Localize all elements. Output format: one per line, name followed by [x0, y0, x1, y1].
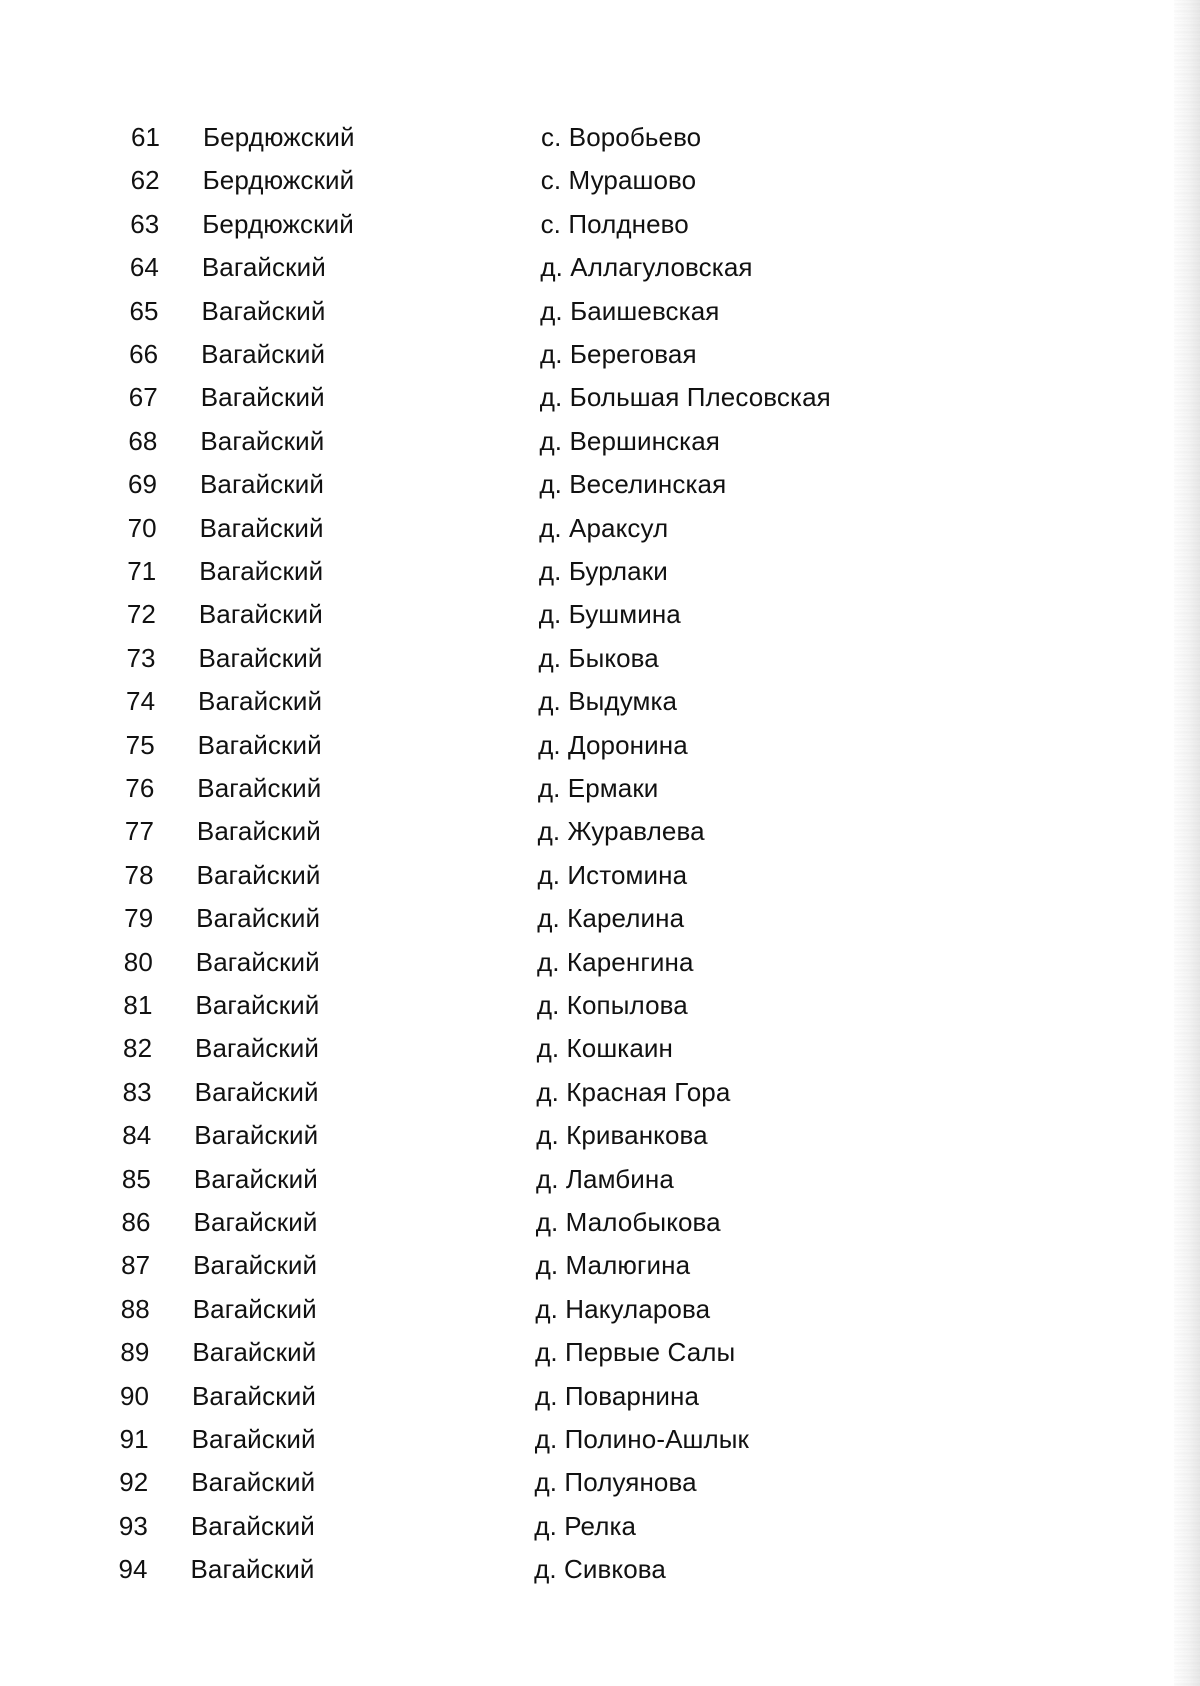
settlement-name: д. Накуларова: [535, 1293, 711, 1324]
settlement-name: д. Кошкаин: [536, 1033, 673, 1064]
district-name: Вагайский: [200, 425, 325, 456]
district-name: Вагайский: [198, 599, 323, 630]
row-number: 93: [118, 1510, 148, 1541]
district-name: Вагайский: [199, 556, 324, 586]
district-name: Вагайский: [195, 990, 320, 1020]
settlement-name: д. Бушмина: [538, 599, 681, 630]
row-number: 90: [119, 1380, 150, 1411]
table-row: [0, 855, 1200, 895]
district-name: Вагайский: [195, 946, 320, 977]
settlement-name: д. Полуянова: [534, 1467, 697, 1498]
table-row: [0, 377, 1200, 417]
district-name: Вагайский: [194, 1120, 319, 1151]
settlement-name: д. Истомина: [537, 859, 688, 890]
table-row: [0, 1419, 1200, 1459]
settlement-name: д. Аллагуловская: [540, 252, 753, 283]
table-row: [0, 1202, 1200, 1242]
settlement-name: д. Большая Плесовская: [539, 382, 831, 413]
district-name: Бердюжский: [202, 208, 354, 239]
district-name: Вагайский: [200, 382, 325, 413]
district-name: Вагайский: [197, 729, 322, 760]
settlement-name: д. Малобыкова: [535, 1207, 721, 1237]
district-name: Бердюжский: [203, 122, 355, 152]
row-number: 92: [119, 1467, 149, 1498]
row-number: 78: [124, 859, 154, 890]
settlement-name: с. Полднево: [540, 208, 689, 239]
district-name: Вагайский: [199, 469, 324, 500]
table-row: [0, 1289, 1200, 1329]
district-name: Вагайский: [193, 1163, 318, 1194]
row-number: 77: [124, 816, 155, 847]
settlement-name: д. Полино-Ашлык: [534, 1424, 750, 1454]
row-number: 61: [131, 122, 161, 152]
row-number: 85: [121, 1163, 151, 1194]
table-row: [0, 334, 1200, 374]
district-name: Вагайский: [198, 642, 323, 673]
row-number: 89: [120, 1337, 150, 1368]
table-row: [0, 247, 1200, 287]
table-row: [0, 551, 1200, 591]
settlement-name: д. Араксул: [539, 512, 669, 543]
district-name: Вагайский: [191, 1380, 316, 1411]
table-row: [0, 594, 1200, 634]
district-name: Вагайский: [196, 859, 321, 890]
district-name: Вагайский: [196, 903, 321, 934]
row-number: 91: [119, 1424, 149, 1454]
table-row: [0, 1549, 1200, 1589]
settlement-name: д. Журавлева: [537, 816, 705, 847]
settlement-name: д. Сивкова: [534, 1554, 666, 1585]
row-number: 72: [126, 599, 156, 630]
district-name: Вагайский: [197, 773, 322, 803]
row-number: 82: [123, 1033, 153, 1064]
table-row: [0, 508, 1200, 548]
settlement-name: д. Каренгина: [537, 946, 694, 977]
row-number: 84: [122, 1120, 152, 1151]
settlement-name: д. Доронина: [538, 729, 688, 760]
table-row: [0, 1376, 1200, 1416]
table-row: [0, 942, 1200, 982]
table-row: [0, 1115, 1200, 1155]
district-name: Вагайский: [193, 1250, 318, 1281]
table-row: [0, 768, 1200, 808]
row-number: 80: [123, 946, 153, 977]
settlement-name: д. Криванкова: [536, 1120, 708, 1151]
row-number: 67: [128, 382, 158, 413]
row-number: 68: [128, 425, 158, 456]
row-number: 65: [129, 295, 159, 326]
table-row: [0, 1245, 1200, 1285]
district-name: Вагайский: [190, 1554, 315, 1585]
row-number: 86: [121, 1207, 151, 1237]
district-name: Вагайский: [191, 1424, 316, 1454]
row-number: 88: [120, 1293, 150, 1324]
district-name: Вагайский: [199, 512, 324, 543]
district-name: Бердюжский: [202, 165, 355, 196]
table-row: [0, 725, 1200, 765]
table-row: [0, 421, 1200, 461]
settlement-name: д. Быкова: [538, 642, 659, 673]
table-row: [0, 1028, 1200, 1068]
row-number: 94: [118, 1554, 148, 1585]
district-name: Вагайский: [193, 1207, 318, 1237]
row-number: 74: [126, 686, 156, 717]
settlement-name: д. Поварнина: [534, 1380, 700, 1411]
table-row: [0, 117, 1200, 157]
table-row: [0, 1159, 1200, 1199]
row-number: 81: [123, 990, 153, 1020]
row-number: 83: [122, 1076, 152, 1107]
district-name: Вагайский: [201, 295, 326, 326]
district-name: Вагайский: [190, 1510, 315, 1541]
settlement-name: д. Баишевская: [540, 295, 720, 326]
row-number: 70: [127, 512, 157, 543]
row-number: 76: [125, 773, 155, 803]
settlement-name: д. Береговая: [539, 339, 697, 369]
settlement-name: д. Веселинская: [539, 469, 727, 500]
settlement-name: д. Ермаки: [537, 773, 659, 803]
table-row: [0, 811, 1200, 851]
settlement-name: с. Воробьево: [541, 122, 702, 152]
table-row: [0, 204, 1200, 244]
settlement-name: д. Ламбина: [535, 1163, 674, 1194]
settlement-name: д. Карелина: [537, 903, 685, 934]
row-number: 62: [130, 165, 160, 196]
table-row: [0, 464, 1200, 504]
district-name: Вагайский: [201, 339, 326, 369]
row-number: 69: [127, 469, 158, 500]
row-number: 64: [129, 252, 159, 283]
settlement-name: д. Релка: [534, 1510, 637, 1541]
settlement-name: д. Красная Гора: [536, 1076, 731, 1107]
row-number: 87: [121, 1250, 151, 1281]
district-name: Вагайский: [198, 686, 323, 717]
district-name: Вагайский: [192, 1293, 317, 1324]
table-row: [0, 291, 1200, 331]
district-name: Вагайский: [191, 1467, 316, 1498]
district-name: Вагайский: [196, 816, 321, 847]
settlement-name: д. Копылова: [536, 990, 688, 1020]
table-row: [0, 985, 1200, 1025]
district-name: Вагайский: [192, 1337, 317, 1368]
row-number: 63: [130, 208, 160, 239]
table-row: [0, 638, 1200, 678]
settlement-name: д. Малюгина: [535, 1250, 691, 1281]
settlement-name: д. Вершинская: [539, 425, 720, 456]
table-row: [0, 898, 1200, 938]
district-name: Вагайский: [201, 252, 326, 283]
settlement-name: д. Выдумка: [538, 686, 678, 717]
row-number: 73: [126, 642, 156, 673]
settlement-name: д. Бурлаки: [538, 556, 668, 586]
settlement-name: д. Первые Салы: [535, 1337, 736, 1368]
table-row: [0, 1332, 1200, 1372]
row-number: 71: [127, 556, 157, 586]
table-row: [0, 1506, 1200, 1546]
table-row: [0, 1072, 1200, 1112]
district-name: Вагайский: [194, 1076, 319, 1107]
settlement-name: с. Мурашово: [540, 165, 697, 196]
table-row: [0, 681, 1200, 721]
district-name: Вагайский: [195, 1033, 320, 1064]
row-number: 79: [124, 903, 154, 934]
row-number: 75: [125, 729, 155, 760]
table-row: [0, 160, 1200, 200]
row-number: 66: [129, 339, 159, 369]
table-row: [0, 1462, 1200, 1502]
